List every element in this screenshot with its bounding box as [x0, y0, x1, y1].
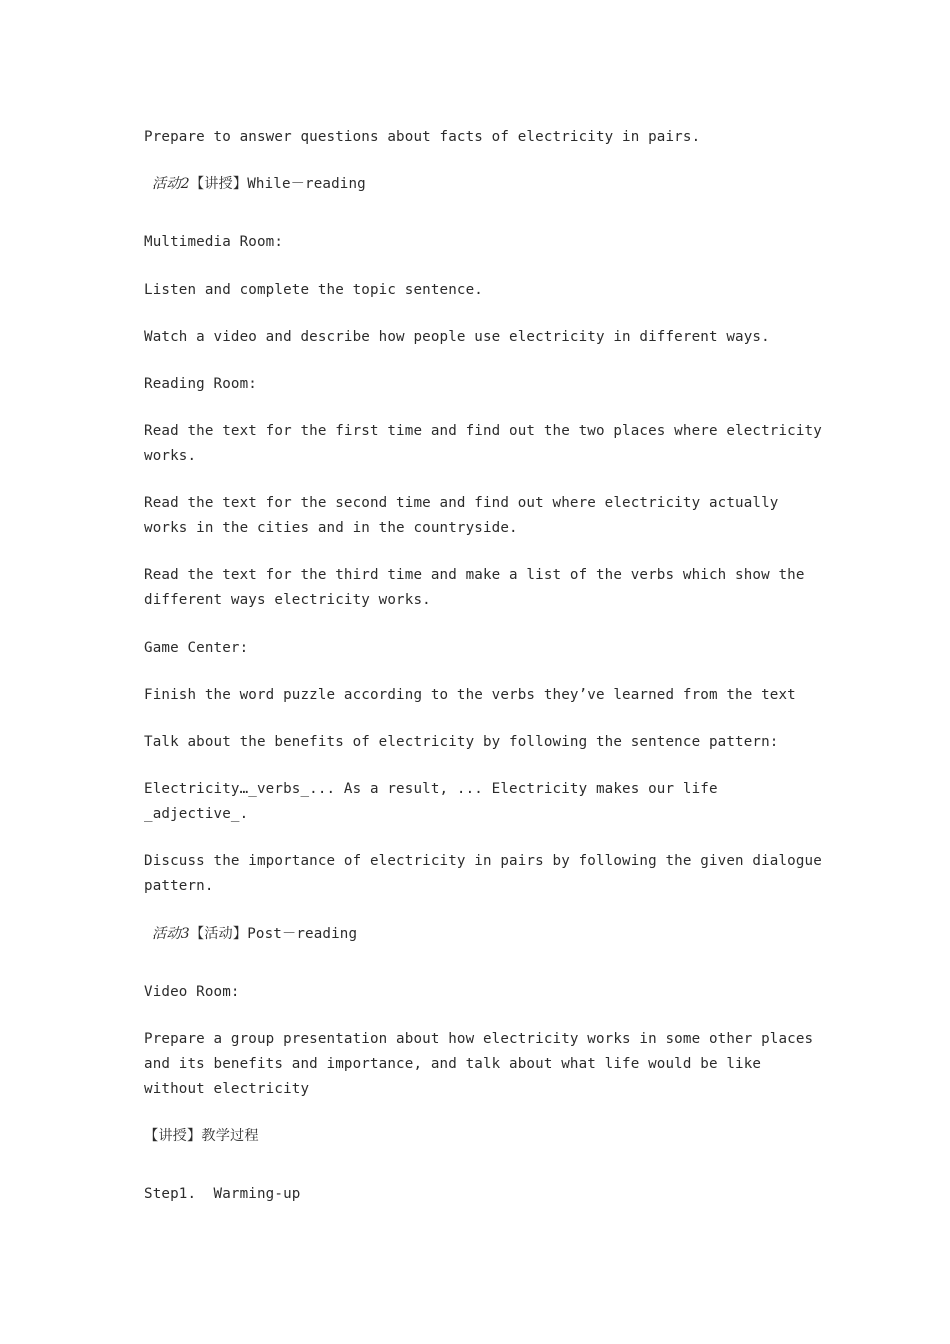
paragraph-read-third: Read the text for the third time and make a list of the verbs which show the different ways electricity works.	[144, 567, 814, 608]
step1-heading: Step1. Warming-up	[144, 1186, 301, 1202]
activity2-tag: 【讲授】	[189, 176, 248, 192]
activity2-heading	[152, 172, 832, 197]
paragraph-listen-complete: Listen and complete the topic sentence.	[144, 282, 483, 298]
section-multimedia-room: Multimedia Room:	[144, 234, 284, 250]
paragraph-prepare-answer: Prepare to answer questions about facts of electricity in pairs.	[144, 129, 701, 145]
activity3-heading	[152, 922, 832, 947]
paragraph-prepare-presentation: Prepare a group presentation about how electricity works in some other places and its benefits and importance, and talk about what life would be like without electricity	[144, 1031, 822, 1097]
activity3-label: 活动3	[152, 926, 190, 942]
paragraph-read-second: Read the text for the second time and find out where electricity actually works in the cities and in the countryside.	[144, 495, 788, 536]
paragraph-finish-puzzle: Finish the word puzzle according to the verbs they’ve learned from the text	[144, 687, 796, 703]
section-video-room: Video Room:	[144, 984, 240, 1000]
paragraph-read-first: Read the text for the first time and find out the two places where electricity works.	[144, 423, 831, 464]
paragraph-discuss-importance: Discuss the importance of electricity in pairs by following the given dialogue pattern.	[144, 853, 831, 894]
paragraph-watch-video: Watch a video and describe how people use electricity in different ways.	[144, 329, 770, 345]
paragraph-talk-benefits: Talk about the benefits of electricity by following the sentence pattern:	[144, 734, 779, 750]
section-teaching-process: 【讲授】教学过程	[144, 1128, 259, 1144]
activity3-title: Post－reading	[247, 926, 358, 942]
activity3-tag: 【活动】	[189, 926, 248, 942]
activity2-title: While－reading	[247, 176, 366, 192]
section-game-center: Game Center:	[144, 640, 249, 656]
activity2-label: 活动2	[152, 176, 190, 192]
paragraph-sentence-pattern: Electricity…_verbs_... As a result, ... Electricity makes our life _adjective_.	[144, 781, 727, 822]
section-reading-room: Reading Room:	[144, 376, 257, 392]
